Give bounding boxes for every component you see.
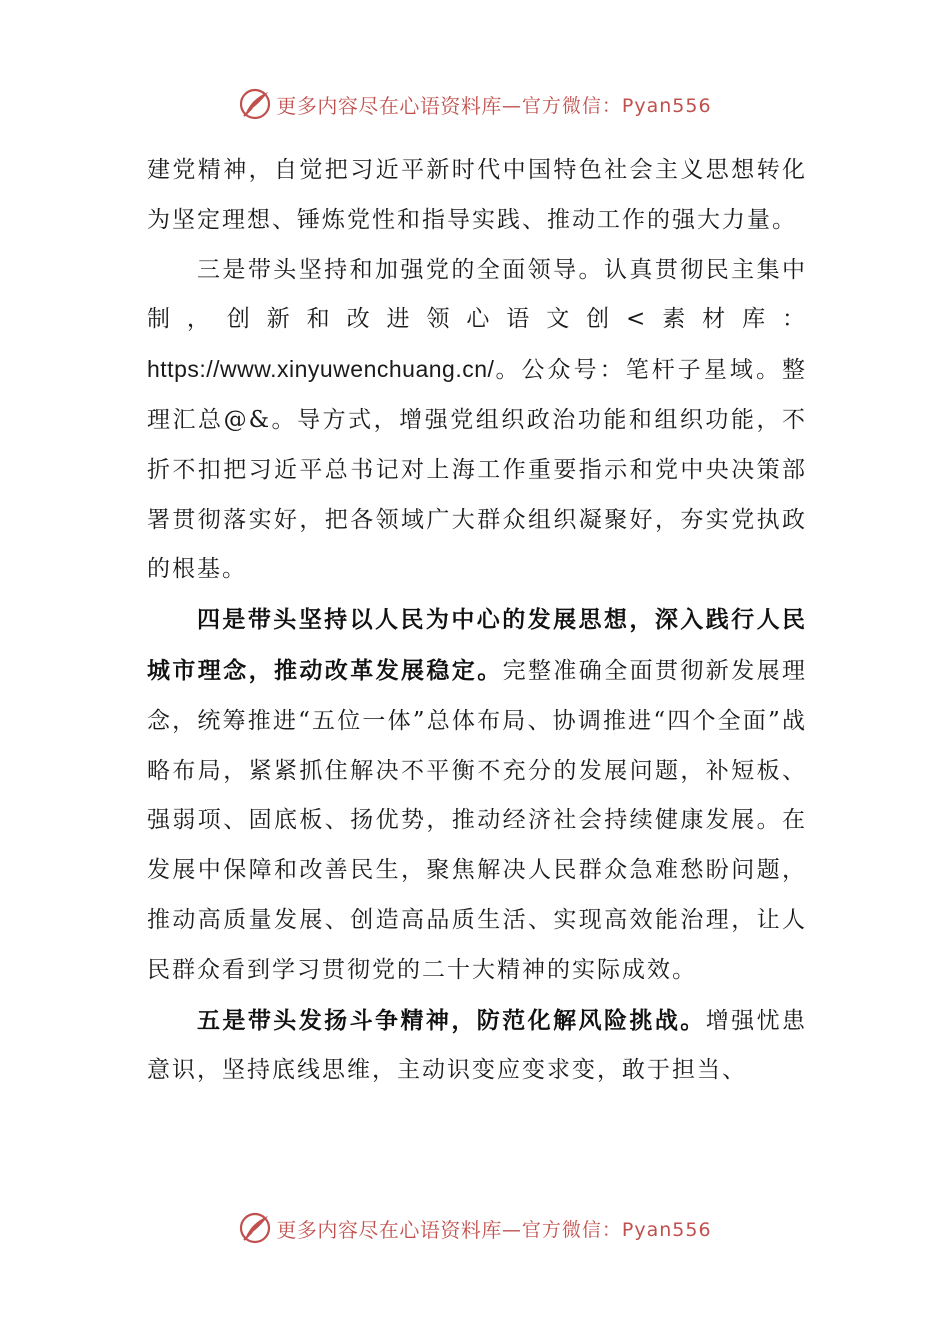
source-url-text: https://www.xinyuwenchuang.cn/ [147,356,495,383]
paragraph-1 [147,146,807,246]
paragraph-4 [147,996,807,1097]
document-body [147,146,807,1096]
paragraph-3-heading: 四是带头坚持以人民为中心的发展思想，深入践行人民城市理念，推动改革发展稳定。 [147,606,807,684]
paragraph-2-text-b: 。公众号：笔杆子星域。整理汇总@&。导方式，增强党组织政治功能和组织功能，不折不扣把习近平总书记对上海工作重要指示和党中央决策部署贯彻落实好，把各领域广大群众组织凝聚好，夯实党执政的根基。 [147,357,807,583]
quill-logo-icon [238,87,272,121]
footer-wechat-text: —官方微信：Pyan556 [501,1218,712,1241]
header-banner [0,82,950,126]
quill-logo-icon [238,1211,272,1245]
paragraph-1-text: 建党精神，自觉把习近平新时代中国特色社会主义思想转化为坚定理想、锤炼党性和指导实践、推动工作的强大力量。 [147,157,807,233]
footer-banner [0,1206,950,1250]
paragraph-4-text: 增强忧患意识，坚持底线思维，主动识变应变求变，敢于担当、 [147,1007,808,1084]
paragraph-4-heading: 五是带头发扬斗争精神，防范化解风险挑战。 [197,1006,706,1034]
header-brand-text: 更多内容尽在心语资料库 [276,93,502,118]
paragraph-3 [147,595,807,995]
paragraph-2-text-a: 三是带头坚持和加强党的全面领导。认真贯彻民主集中制，创新和改进领心语文创<素材库： [147,256,807,333]
paragraph-3-text: 完整准确全面贯彻新发展理念，统筹推进“五位一体”总体布局、协调推进“四个全面”战略布局，紧紧抓住解决不平衡不充分的发展问题，补短板、强弱项、固底板、扬优势，推动经济社会持续健康发展。在发展中保障和改善民生，聚焦解决人民群众急难愁盼问题，推动高质量发展、创造高品质生活、实现高效能治理，让人民群众看到学习贯彻党的二十大精神的实际成效。 [147,657,808,983]
paragraph-2 [147,246,807,596]
header-wechat-text: —官方微信：Pyan556 [501,94,712,117]
footer-brand-text: 更多内容尽在心语资料库 [276,1217,502,1242]
